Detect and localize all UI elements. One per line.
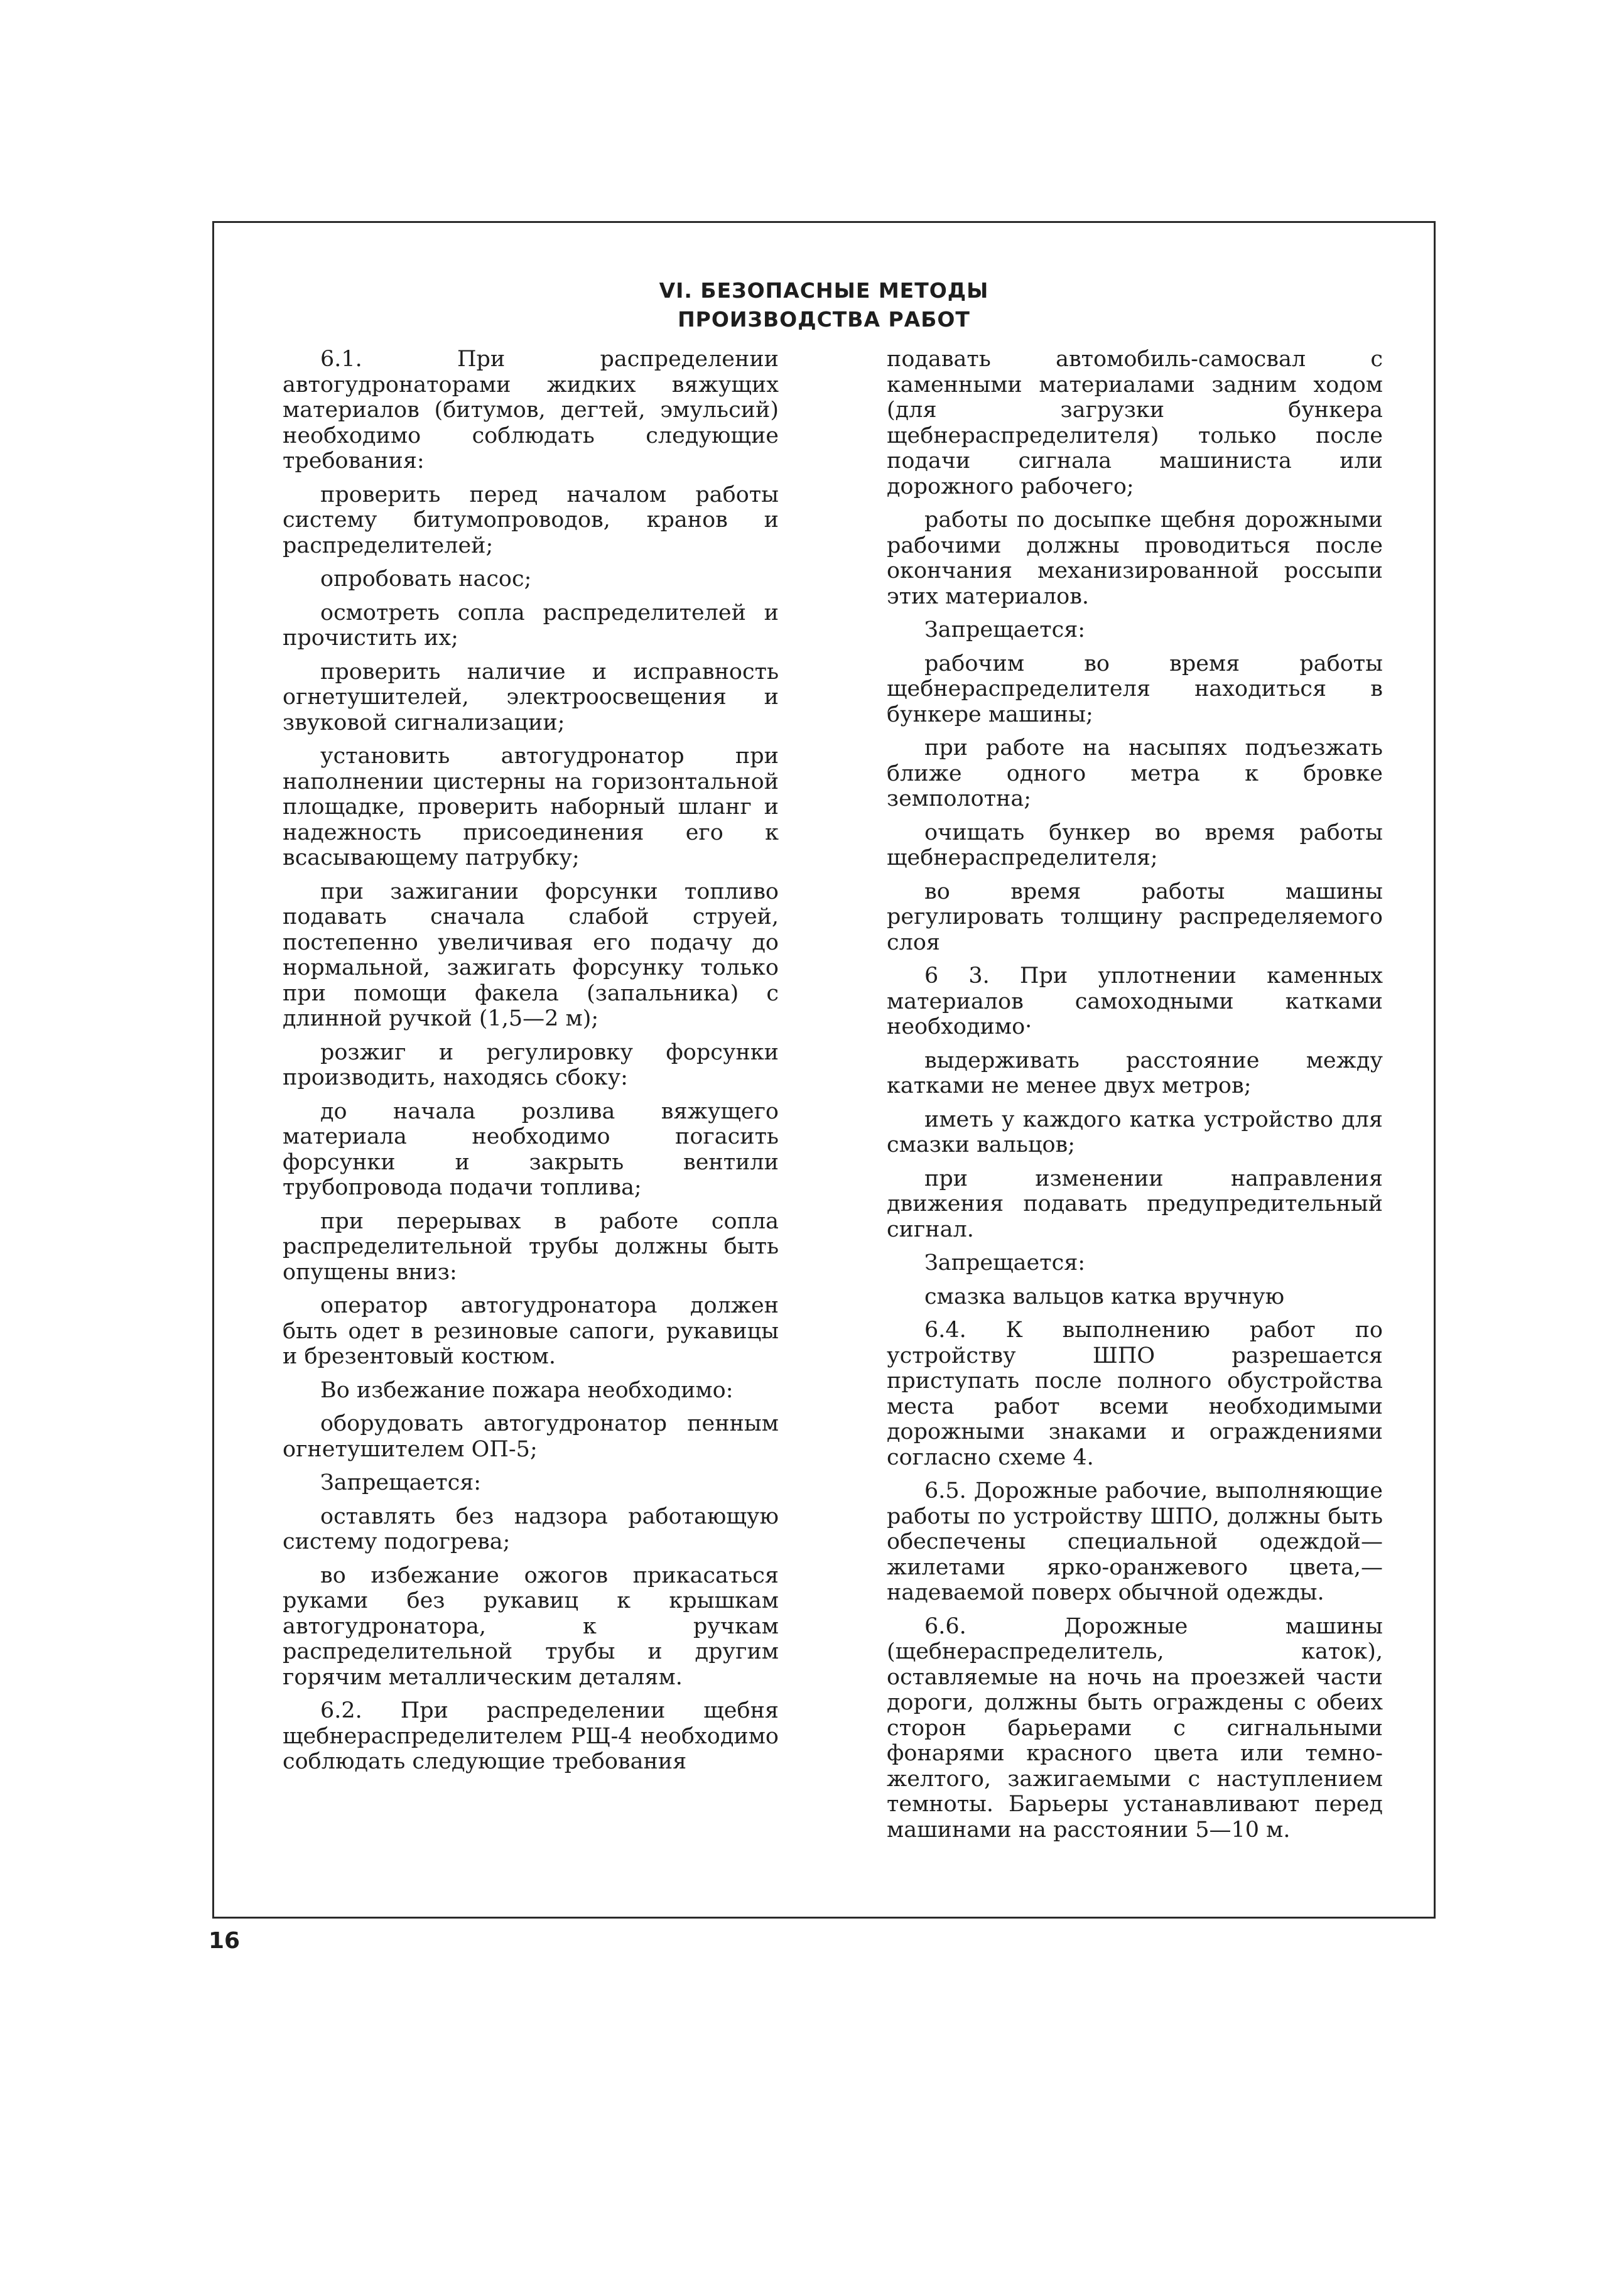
paragraph: проверить наличие и исправность огнетушителей, электроосвещения и звуковой сигнализации; [283, 659, 779, 735]
paragraph: Запрещается: [924, 1250, 1086, 1275]
left-column [283, 347, 779, 1783]
paragraph: 6.5. Дорожные рабочие, выполняющие работы по устройству ШПО, должны быть обеспечены специальной одеждой—жилетами ярко-оранжевого цвета,— надеваемой поверх обычной одежды. [887, 1478, 1383, 1605]
paragraph: до начала розлива вяжущего материала необходимо погасить форсунки и закрыть вентили трубопровода подачи топлива; [283, 1098, 779, 1200]
paragraph: смазка вальцов катка вручную [924, 1284, 1285, 1309]
paragraph: при зажигании форсунки топливо подавать сначала слабой струей, постепенно увеличивая его подачу до нормальной, зажигать форсунку только при помощи факела (запальника) с длинной ручкой (1,5—2 м); [283, 879, 779, 1031]
paragraph: выдерживать расстояние между катками не менее двух метров; [887, 1048, 1383, 1098]
paragraph: работы по досыпке щебня дорожными рабочими должны проводиться после окончания механизированной россыпи этих материалов. [887, 507, 1383, 609]
paragraph: очищать бункер во время работы щебнераспределителя; [887, 820, 1383, 870]
paragraph: рабочим во время работы щебнераспределителя находиться в бункере машины; [887, 651, 1383, 727]
paragraph: 6.2. При распределении щебня щебнераспределителем РЩ-4 необходимо соблюдать следующие требования [283, 1698, 779, 1774]
paragraph: 6.1. При распределении автогудронаторами жидких вяжущих материалов (битумов, дегтей, эмульсий) необходимо соблюдать следующие требования: [283, 347, 779, 474]
paragraph: 6 3. При уплотнении каменных материалов самоходными катками необходимо· [887, 963, 1383, 1039]
paragraph: 6.6. Дорожные машины (щебнераспределитель, каток), оставляемые на ночь на проезжей части дороги, должны быть ограждены с обеих сторон барьерами с сигнальными фонарями красного цвета или темно-желтого, зажигаемыми с наступлением темноты. Барьеры устанавливают перед машинами на расстоянии 5—10 м. [887, 1613, 1383, 1843]
right-column [887, 347, 1383, 1851]
paragraph: во время работы машины регулировать толщину распределяемого слоя [887, 879, 1383, 955]
paragraph: подавать автомобиль-самосвал с каменными материалами задним ходом (для загрузки бункера щебнераспределителя) только после подачи сигнала машиниста или дорожного рабочего; [887, 347, 1383, 499]
section-heading-line1: VI. БЕЗОПАСНЫЕ МЕТОДЫ [659, 278, 989, 303]
section-heading [212, 276, 1436, 334]
paragraph: Запрещается: [320, 1470, 482, 1495]
paragraph: опробовать насос; [320, 566, 532, 592]
paragraph: Запрещается: [924, 617, 1086, 642]
paragraph: розжиг и регулировку форсунки производить, находясь сбоку: [283, 1039, 779, 1090]
paragraph: во избежание ожогов прикасаться руками без рукавиц к крышкам автогудронатора, к ручкам распределительной трубы и другим горячим металлическим деталям. [283, 1562, 779, 1690]
paragraph: при перерывах в работе сопла распределительной трубы должны быть опущены вниз: [283, 1208, 779, 1285]
page-number: 16 [208, 1928, 241, 1954]
paragraph: проверить перед началом работы систему битумопроводов, кранов и распределителей; [283, 482, 779, 558]
section-heading-line2: ПРОИЗВОДСТВА РАБОТ [678, 307, 970, 332]
paragraph: 6.4. К выполнению работ по устройству ШПО разрешается приступать после полного обустройства места работ всеми необходимыми дорожными знаками и ограждениями согласно схеме 4. [887, 1318, 1383, 1470]
paragraph: оператор автогудронатора должен быть одет в резиновые сапоги, рукавицы и брезентовый костюм. [283, 1293, 779, 1369]
paragraph: Во избежание пожара необходимо: [320, 1377, 734, 1403]
paragraph: при работе на насыпях подъезжать ближе одного метра к бровке земполотна; [887, 735, 1383, 811]
paragraph: при изменении направления движения подавать предупредительный сигнал. [887, 1166, 1383, 1242]
paragraph: оставлять без надзора работающую систему подогрева; [283, 1503, 779, 1554]
paragraph: установить автогудронатор при наполнении цистерны на горизонтальной площадке, проверить наборный шланг и надежность присоединения его к всасывающему патрубку; [283, 744, 779, 870]
paragraph: иметь у каждого катка устройство для смазки вальцов; [887, 1107, 1383, 1157]
paragraph: оборудовать автогудронатор пенным огнетушителем ОП-5; [283, 1411, 779, 1462]
paragraph: осмотреть сопла распределителей и прочистить их; [283, 600, 779, 651]
